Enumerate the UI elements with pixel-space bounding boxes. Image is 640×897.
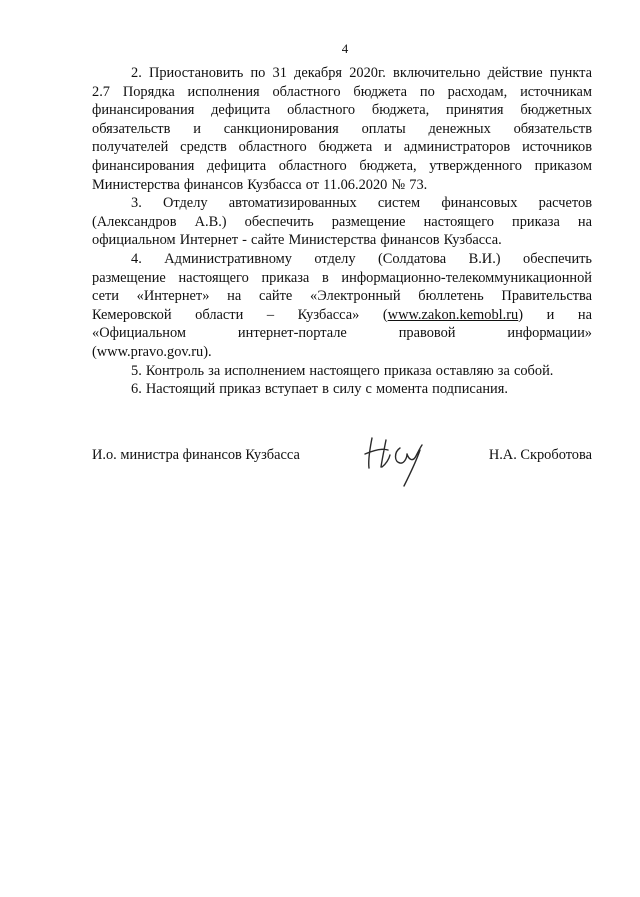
paragraph-2-line-3: финансирования дефицита областного бюджета, принятия бюджетных (92, 102, 592, 119)
paragraph-2-line-1: 2. Приостановить по 31 декабря 2020г. включительно действие пункта (131, 65, 592, 81)
paragraph-2-line-5: получателей средств областного бюджета и администраторов источников (92, 139, 592, 156)
paragraph-3-line-3: официальном Интернет - сайте Министерства финансов Кузбасса. (92, 232, 502, 249)
paragraph-4-line-3: сети «Интернет» на сайте «Электронный бюллетень Правительства (92, 288, 592, 305)
signatory-title: И.о. министра финансов Кузбасса (92, 447, 300, 463)
paragraph-2-line-4: обязательств и санкционирования оплаты денежных обязательств (92, 120, 592, 137)
paragraph-4-line-5: «Официальном интернет-портале правовой информации» (92, 325, 592, 342)
paragraph-4-line-4-end: ) и на (518, 306, 592, 323)
paragraph-4 (92, 250, 592, 362)
paragraph-3-line-2: (Александров А.В.) обеспечить размещение настоящего приказа на (92, 213, 592, 230)
signatory-name: Н.А. Скроботова (488, 447, 592, 463)
page-number: 4 (341, 41, 349, 56)
paragraph-4-line-1: 4. Административному отделу (Солдатова В.И.) обеспечить (131, 250, 592, 267)
paragraph-5: 5. Контроль за исполнением настоящего приказа оставляю за собой. (131, 362, 554, 379)
paragraph-2 (92, 64, 592, 194)
document-body (92, 64, 592, 399)
paragraph-4-line-4 (92, 306, 592, 325)
paragraph-2-line-6: финансирования дефицита областного бюджета, утвержденного приказом (92, 157, 592, 174)
paragraph-4-line-6: (www.pravo.gov.ru). (92, 343, 212, 360)
paragraph-2-line-2: 2.7 Порядка исполнения областного бюджета по расходам, источникам (92, 83, 592, 100)
paragraph-4-line-4-start: Кемеровской области – Кузбасса» ( (92, 306, 388, 323)
paragraph-4-line-2: размещение настоящего приказа в информационно-телекоммуникационной (92, 269, 592, 286)
paragraph-3 (92, 194, 592, 250)
paragraph-2-line-7: Министерства финансов Кузбасса от 11.06.2020 № 73. (92, 176, 428, 193)
zakon-kemobl-link[interactable]: www.zakon.kemobl.ru (387, 306, 519, 323)
handwritten-signature (360, 434, 430, 490)
paragraph-3-line-1: 3. Отделу автоматизированных систем финансовых расчетов (131, 195, 592, 212)
paragraph-6: 6. Настоящий приказ вступает в силу с момента подписания. (131, 381, 508, 398)
signature-block (92, 446, 592, 496)
